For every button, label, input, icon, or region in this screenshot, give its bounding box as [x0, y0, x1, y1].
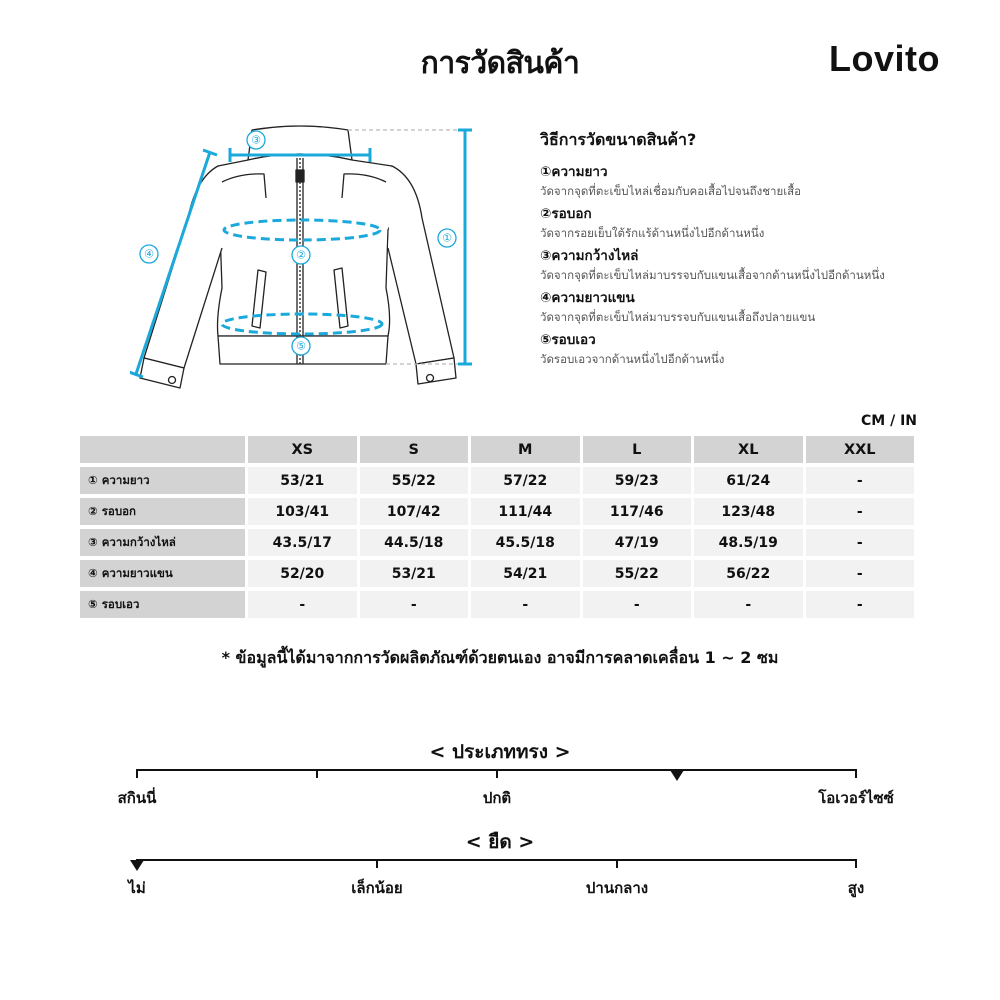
stretch-scale-line: [137, 859, 857, 861]
instruction-name: ①ความยาว: [540, 164, 608, 180]
marker-shoulder: ③: [251, 133, 261, 147]
instruction-name: ③ความกว้างไหล่: [540, 248, 639, 264]
fit-scale-title: < ประเภททรง >: [429, 741, 571, 763]
marker-sleeve: ④: [144, 247, 154, 261]
table-cell: 117/46: [583, 498, 692, 525]
table-cell: 55/22: [583, 560, 692, 587]
table-cell: 61/24: [694, 467, 803, 494]
table-cell: 57/22: [471, 467, 580, 494]
table-cell: -: [806, 591, 915, 618]
table-row: [80, 498, 914, 525]
size-header: XS: [248, 436, 357, 463]
table-cell: -: [806, 560, 915, 587]
table-cell: -: [806, 467, 915, 494]
page-title: การวัดสินค้า: [420, 46, 580, 81]
table-cell: 47/19: [583, 529, 692, 556]
row-label: ⑤ รอบเอว: [80, 591, 245, 618]
stretch-scale-tick: [376, 859, 378, 868]
instruction-desc: วัดจากจุดที่ตะเข็บไหล่มาบรรจบกับแขนเสื้อจากด้านหนึ่งไปอีกด้านหนึ่ง: [540, 268, 885, 282]
size-header: M: [471, 436, 580, 463]
table-cell: 44.5/18: [360, 529, 469, 556]
row-label: ③ ความกว้างไหล่: [80, 529, 245, 556]
size-table: [77, 432, 917, 622]
unit-label: CM / IN: [861, 413, 917, 429]
brand-logo: Lovito: [829, 38, 940, 79]
fit-scale-tick: [496, 769, 498, 778]
instruction-item: [540, 163, 980, 201]
table-cell: -: [806, 498, 915, 525]
table-cell: 56/22: [694, 560, 803, 587]
table-cell: 48.5/19: [694, 529, 803, 556]
size-header: XXL: [806, 436, 915, 463]
table-row: [80, 529, 914, 556]
instruction-item: [540, 205, 980, 243]
row-label: ① ความยาว: [80, 467, 245, 494]
stretch-label-none: ไม่: [128, 879, 146, 897]
table-cell: 123/48: [694, 498, 803, 525]
marker-chest: ②: [296, 248, 306, 262]
instruction-item: [540, 289, 980, 327]
table-cell: 103/41: [248, 498, 357, 525]
table-cell: 54/21: [471, 560, 580, 587]
stretch-scale-pointer: [130, 860, 144, 871]
size-header: L: [583, 436, 692, 463]
instruction-item: [540, 247, 980, 285]
size-header: S: [360, 436, 469, 463]
table-cell: 111/44: [471, 498, 580, 525]
row-label: ④ ความยาวแขน: [80, 560, 245, 587]
stretch-label-medium: ปานกลาง: [585, 879, 649, 897]
fit-label-regular: ปกติ: [482, 789, 512, 807]
marker-waist: ⑤: [296, 339, 306, 353]
fit-scale-pointer: [670, 770, 684, 781]
stretch-label-slight: เล็กน้อย: [351, 879, 403, 897]
stretch-scale-tick: [616, 859, 618, 868]
fit-scale-tick: [855, 769, 857, 778]
instruction-name: ④ความยาวแขน: [540, 290, 635, 306]
table-cell: 45.5/18: [471, 529, 580, 556]
fit-scale-tick: [136, 769, 138, 778]
table-cell: 59/23: [583, 467, 692, 494]
instructions-heading: วิธีการวัดขนาดสินค้า?: [540, 130, 697, 149]
instruction-desc: วัดจากจุดที่ตะเข็บไหล่เชื่อมกับคอเสื้อไปจนถึงชายเสื้อ: [540, 184, 802, 198]
stretch-scale-tick: [855, 859, 857, 868]
instruction-desc: วัดจากจุดที่ตะเข็บไหล่มาบรรจบกับแขนเสื้อถึงปลายแขน: [540, 310, 816, 324]
table-cell: 52/20: [248, 560, 357, 587]
table-cell: -: [806, 529, 915, 556]
table-row: [80, 591, 914, 618]
table-header-row: [80, 436, 914, 463]
table-cell: -: [248, 591, 357, 618]
fit-scale-tick: [316, 769, 318, 778]
table-cell: 43.5/17: [248, 529, 357, 556]
table-cell: -: [360, 591, 469, 618]
table-row: [80, 467, 914, 494]
size-header: XL: [694, 436, 803, 463]
jacket-diagram: [130, 118, 480, 403]
row-label: ② รอบอก: [80, 498, 245, 525]
instruction-desc: วัดรอบเอวจากด้านหนึ่งไปอีกด้านหนึ่ง: [540, 352, 725, 366]
table-corner: [80, 436, 245, 463]
fit-label-oversize: โอเวอร์ไซซ์: [818, 789, 894, 807]
table-row: [80, 560, 914, 587]
table-cell: 53/21: [360, 560, 469, 587]
stretch-label-high: สูง: [847, 879, 865, 897]
table-cell: 53/21: [248, 467, 357, 494]
table-cell: -: [583, 591, 692, 618]
stretch-scale-title: < ยืด >: [465, 831, 535, 853]
footnote: * ข้อมูลนี้ได้มาจากการวัดผลิตภัณฑ์ด้วยตนเอง อาจมีการคลาดเคลื่อน 1 ~ 2 ซม: [221, 648, 779, 667]
instruction-name: ⑤รอบเอว: [540, 332, 596, 348]
instruction-item: [540, 331, 980, 369]
table-cell: 107/42: [360, 498, 469, 525]
measurement-instructions: [540, 128, 980, 373]
table-cell: -: [694, 591, 803, 618]
marker-length: ①: [442, 231, 452, 245]
table-cell: -: [471, 591, 580, 618]
fit-label-skinny: สกินนี่: [117, 789, 157, 807]
instruction-desc: วัดจากรอยเย็บใต้รักแร้ด้านหนึ่งไปอีกด้านหนึ่ง: [540, 226, 765, 240]
table-cell: 55/22: [360, 467, 469, 494]
instruction-name: ②รอบอก: [540, 206, 592, 222]
